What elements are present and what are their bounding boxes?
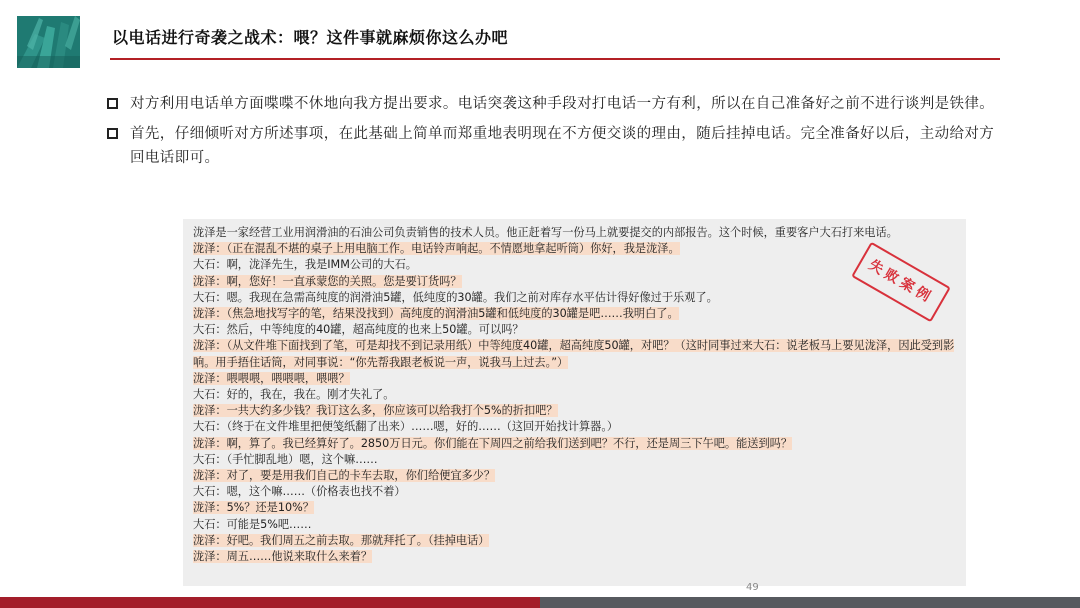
- dialog-line-text: 泷泽：5%？还是10%？: [193, 501, 314, 515]
- dialog-line-text: 泷泽：（正在混乱不堪的桌子上用电脑工作。电话铃声响起。不情愿地拿起听筒）你好，我是泷泽。: [193, 242, 680, 256]
- failure-case-stamp: 失败案例: [851, 242, 951, 323]
- dialog-line: [193, 549, 963, 565]
- dialog-line: [193, 419, 963, 435]
- case-study-panel: [183, 219, 966, 586]
- dialog-line: [193, 322, 963, 338]
- dialog-line: [193, 452, 963, 468]
- title-divider: [110, 58, 1000, 60]
- dialog-line: [193, 436, 963, 452]
- dialog-line: [193, 241, 963, 257]
- dialog-line-text: 泷泽：对了，要是用我们自己的卡车去取，你们给便宜多少？: [193, 469, 496, 483]
- dialog-line-text: 泷泽：（焦急地找写字的笔，结果没找到）高纯度的润滑油5罐和低纯度的30罐是吧……我明白了。: [193, 307, 679, 321]
- dialog-line-text: 大石：可能是5%吧……: [193, 517, 312, 531]
- bullet-text: 对方利用电话单方面喋喋不休地向我方提出要求。电话突袭这种手段对打电话一方有利，所以在自己准备好之前不进行谈判是铁律。: [130, 96, 995, 112]
- footer-bar-grey: [540, 597, 1080, 608]
- dialog-line-text: 泷泽：啊，算了。我已经算好了。2850万日元。你们能在下周四之前给我们送到吧？不行，还是周三下午吧。能送到吗？: [193, 436, 793, 450]
- dialog-line-text: 泷泽：啊，您好！一直承蒙您的关照。您是要订货吗？: [193, 274, 462, 288]
- bullet-list: [106, 92, 996, 176]
- dialog-line: [193, 484, 963, 500]
- dialog-line: [193, 274, 963, 290]
- dialog-line: [193, 468, 963, 484]
- dialog-line-text: 泷泽：周五……他说来取什么来着？: [193, 550, 373, 564]
- dialog-line-text: 大石：然后，中等纯度的40罐，超高纯度的也来上50罐。可以吗？: [193, 323, 524, 337]
- dialog-line-text: 泷泽：一共大约多少钱？我订这么多，你应该可以给我打个5%的折扣吧？: [193, 404, 558, 418]
- dialog-line-text: 大石：嗯，这个嘛……（价格表也找不着）: [193, 485, 406, 499]
- square-bullet-icon: [107, 98, 118, 109]
- footer-bar-red: [0, 597, 540, 608]
- dialog-line: [193, 290, 963, 306]
- dialog-line: [193, 533, 963, 549]
- page-title: 以电话进行奇袭之战术：喂？这件事就麻烦你这么办吧: [112, 28, 509, 47]
- dialog-line: [193, 500, 963, 516]
- dialog-line: [193, 306, 963, 322]
- dialog-line-text: 大石：好的，我在，我在。刚才失礼了。: [193, 388, 395, 402]
- square-bullet-icon: [107, 128, 118, 139]
- dialog-line-text: 大石：嗯。我现在急需高纯度的润滑油5罐，低纯度的30罐。我们之前对库存水平估计得好像过于乐观了。: [193, 290, 718, 304]
- dialog-line-text: 大石：啊，泷泽先生，我是IMM公司的大石。: [193, 258, 417, 272]
- dialog-line: [193, 371, 963, 387]
- dialog-line: [193, 403, 963, 419]
- dialog-line: [193, 338, 963, 370]
- dialog-line-text: 大石：（手忙脚乱地）嗯，这个嘛……: [193, 452, 378, 466]
- dialog-transcript: [193, 225, 963, 565]
- dialog-line: [193, 517, 963, 533]
- dialog-line-text: 大石：（终于在文件堆里把便笺纸翻了出来）……嗯，好的……（这回开始找计算器。）: [193, 420, 619, 434]
- dialog-line-text: 泷泽：好吧。我们周五之前去取。那就拜托了。（挂掉电话）: [193, 533, 490, 547]
- bullet-text: 首先，仔细倾听对方所述事项，在此基础上简单而郑重地表明现在不方便交谈的理由，随后挂掉电话。完全准备好以后，主动给对方回电话即可。: [130, 126, 995, 166]
- dialog-line-text: 泷泽是一家经营工业用润滑油的石油公司负责销售的技术人员。他正赶着写一份马上就要提交的内部报告。这个时候，重要客户大石打来电话。: [193, 226, 898, 239]
- dialog-line: [193, 225, 963, 241]
- logo-image: [17, 16, 80, 68]
- dialog-line: [193, 387, 963, 403]
- dialog-line-text: 泷泽：喂喂喂，喂喂喂，喂喂？: [193, 371, 350, 385]
- page-number: 49: [746, 582, 759, 593]
- dialog-line: [193, 257, 963, 273]
- dialog-line-text: 泷泽：（从文件堆下面找到了笔，可是却找不到记录用纸）中等纯度40罐，超高纯度50罐，对吧？（这时同事过来大石：说老板马上要见泷泽，因此受到影响。用手捂住话筒，对同事说：“你先帮我跟老板说一声，说我马上过去。”）: [193, 339, 955, 369]
- bullet-item: [106, 92, 996, 116]
- hands-logo-icon: [17, 16, 80, 68]
- bullet-item: [106, 122, 996, 170]
